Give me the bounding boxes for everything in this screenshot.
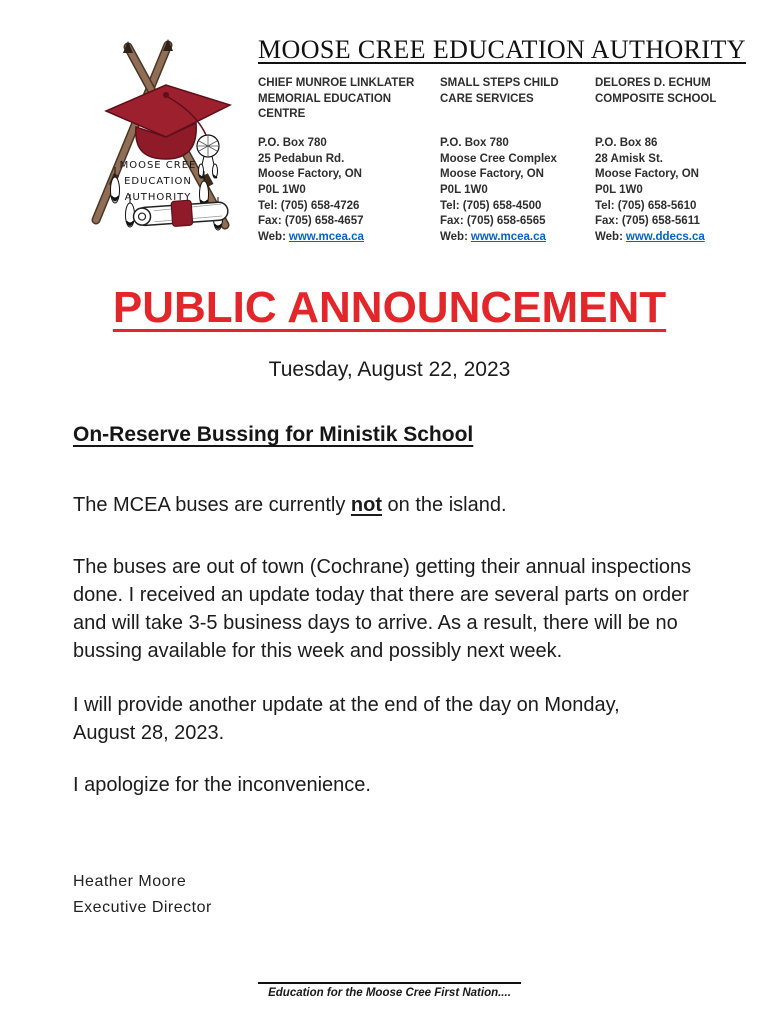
location-name: CHIEF MUNROE LINKLATER MEMORIAL EDUCATION CENTRE: [258, 77, 415, 121]
page-footer: [0, 982, 779, 1001]
location-address: P.O. Box 86 28 Amisk St. Moose Factory, ON P0L 1W0 Tel: (705) 658-5610 Fax: (705) 658-5611 Web: www.ddecs.ca: [595, 137, 705, 243]
location-name: DELORES D. ECHUM COMPOSITE SCHOOL: [595, 77, 717, 105]
paragraph-inspection-details: The buses are out of town (Cochrane) getting their annual inspections done. I received an update today that there are several parts on order and will take 3-5 business days to arrive. As a result, there will be no bussing available for this week and possibly next week.: [73, 556, 692, 663]
letterhead: [0, 35, 779, 245]
location-name: SMALL STEPS CHILD CARE SERVICES: [440, 77, 559, 105]
logo-wordmark: [120, 160, 197, 203]
web-label: Web:: [440, 230, 468, 243]
announcement-date: Tuesday, August 22, 2023: [268, 358, 511, 381]
announcement-title: PUBLIC ANNOUNCEMENT: [112, 283, 667, 332]
location-address: P.O. Box 780 Moose Cree Complex Moose Factory, ON P0L 1W0 Tel: (705) 658-4500 Fax: (705) 658-6565 Web: www.mcea.ca: [440, 137, 557, 243]
website-link-ddecs[interactable]: www.ddecs.ca: [625, 230, 705, 243]
announcement-body: [73, 420, 715, 799]
website-link-mcea[interactable]: www.mcea.ca: [470, 230, 546, 243]
website-link-mcea[interactable]: www.mcea.ca: [288, 230, 364, 243]
org-logo: [84, 37, 250, 237]
paragraph-apology: I apologize for the inconvenience.: [73, 774, 371, 797]
dreamcatcher-tassel-icon: [197, 135, 219, 178]
svg-text:EDUCATION: EDUCATION: [124, 176, 192, 187]
signature-title: Executive Director: [73, 899, 212, 917]
location-address: P.O. Box 780 25 Pedabun Rd. Moose Factory, ON P0L 1W0 Tel: (705) 658-4726 Fax: (705) 658-4657 Web: www.mcea.ca: [258, 137, 364, 243]
signature-block: [73, 869, 212, 922]
location-chief-munroe-linklater: [258, 76, 440, 245]
svg-text:AUTHORITY: AUTHORITY: [124, 192, 192, 203]
location-columns: [258, 76, 744, 245]
location-small-steps: [440, 76, 595, 245]
paragraph-next-update: I will provide another update at the end of the day on Monday, August 28, 2023.: [73, 694, 620, 745]
footer-tagline: Education for the Moose Cree First Nation....: [258, 982, 521, 999]
signature-name: Heather Moore: [73, 873, 187, 890]
svg-text:MOOSE CREE: MOOSE CREE: [119, 160, 197, 171]
paragraph-buses-status: The MCEA buses are currently not on the island.: [73, 494, 507, 517]
location-delores-echum: [595, 76, 744, 245]
web-label: Web:: [595, 230, 623, 243]
web-label: Web:: [258, 230, 286, 243]
emphasized-not: not: [350, 494, 382, 517]
org-title: MOOSE CREE EDUCATION AUTHORITY: [258, 35, 746, 64]
announcement-subject: On-Reserve Bussing for Ministik School: [73, 423, 474, 446]
